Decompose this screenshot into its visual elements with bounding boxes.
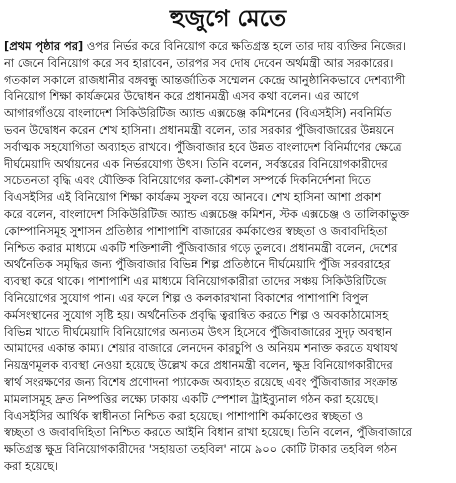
body-line: বিএসইসির আর্থিক স্বাধীনতা নিশ্চিত করা হয়েছে। পাশাপাশি কর্মকাণ্ডের স্বচ্ছতা ও [4, 408, 364, 423]
body-line: স্বার্থ সংরক্ষণের জন্য বিশেষ প্রণোদনা প্যাকেজ অব্যাহত রয়েছে এবং পুঁজিবাজার সংক্রান্ত [4, 374, 398, 389]
body-line: বিনিয়োগের সুযোগ পান। এর ফলে শিল্প ও কলকারখানা বিকাশের পাশাপাশি বিপুল [4, 290, 369, 305]
article-body [4, 38, 452, 475]
body-line: সচেতনতা বৃদ্ধি এবং যৌক্তিক বিনিয়োগের কলা-কৌশল সম্পর্কে দিকনির্দেশনা দিতে [4, 173, 371, 188]
body-line: ভবন উদ্বোধন করেন শেখ হাসিনা। প্রধানমন্ত্রী বলেন, তার সরকার পুঁজিবাজারের উন্নয়নে [4, 122, 394, 137]
body-line: করা হয়েছে। [4, 458, 58, 473]
body-line: কোম্পানিসমূহ সুশাসন প্রতিষ্ঠার পাশাপাশি বাজারের কর্মকাণ্ডের স্বচ্ছতা ও জবাবদিহিতা [4, 223, 388, 238]
body-line: নিশ্চিত করার মাধ্যমে একটি শক্তিশালী পুঁজিবাজার গড়ে তুলবে। প্রধানমন্ত্রী বলেন, দেশের [4, 240, 398, 255]
body-line: আগারগাঁওয়ে বাংলাদেশ সিকিউরিটিজ অ্যান্ড এক্সচেঞ্জ কমিশনের (বিএসইসি) নবনির্মিত [4, 106, 392, 121]
continued-from-label: [প্রথম পৃষ্ঠার পর] [4, 39, 84, 53]
body-line-text: ওপর নির্ভর করে বিনিয়োগ করে ক্ষতিগ্রস্ত হলে তার দায় ব্যক্তির নিজের। [83, 39, 406, 53]
body-line: করে বলেন, বাংলাদেশ সিকিউরিটিজ অ্যান্ড এক্সচেঞ্জ কমিশন, স্টক এক্সচেঞ্জ ও তালিকাভুক্ত [4, 206, 409, 221]
body-line: ক্ষতিগ্রস্ত ক্ষুদ্র বিনিয়োগকারীদের 'সহায়তা তহবিল' নামে ৯০০ কোটি টাকার তহবিল গঠন [4, 442, 397, 457]
body-line: বিনিয়োগ শিক্ষা কার্যক্রমের উদ্বোধন করে প্রধানমন্ত্রী এসব কথা বলেন। এর আগে [4, 89, 359, 104]
body-line: দীর্ঘমেয়াদি অর্থায়নের এক নির্ভরযোগ্য উৎস। তিনি বলেন, সর্বস্তরের বিনিয়োগকারীদের [4, 156, 388, 171]
body-line: গতকাল সকালে রাজধানীর বঙ্গবন্ধু আন্তর্জাতিক সম্মেলন কেন্দ্রে আনুষ্ঠানিকভাবে দেশব্যাপী [4, 72, 406, 87]
body-line [4, 38, 452, 55]
body-line: সর্বাত্মক সহযোগিতা অব্যাহত রাখবে। পুঁজিবাজার হবে উন্নত বাংলাদেশ বিনির্মাণের ক্ষেত্রে [4, 139, 402, 154]
body-line: কর্মসংস্থানের সুযোগ সৃষ্টি হয়। অর্থনৈতিক প্রবৃদ্ধি ত্বরান্বিত করতে শিল্প ও অবকাঠামোসহ [4, 307, 389, 322]
body-line: ব্যবস্থা করে থাকে। পাশাপাশি এর মাধ্যমে বিনিয়োগকারীরা তাদের সঞ্চয় সিকিউরিটিজে [4, 274, 387, 289]
body-line: বিএসইসির এই বিনিয়োগ শিক্ষা কার্যক্রম সুফল বয়ে আনবে। শেখ হাসিনা আশা প্রকাশ [4, 190, 381, 205]
body-line: না জেনে বিনিয়োগ করে সব হারাবেন, তারপর সব দোষ দেবেন অর্থমন্ত্রী আর সরকারের। [4, 55, 394, 70]
headline: হুজুগে মেতে [169, 5, 287, 32]
body-line: অর্থনৈতিক সমৃদ্ধির জন্য পুঁজিবাজার বিভিন্ন শিল্প প্রতিষ্ঠানে দীর্ঘমেয়াদি পুঁজি সরবরাহের [4, 257, 391, 272]
body-line: স্বচ্ছতা ও জবাবদিহিতা নিশ্চিত করতে আইনি বিধান রাখা হয়েছে। তিনি বলেন, পুঁজিবাজারে [4, 425, 412, 440]
body-line: বিভিন্ন খাতে দীর্ঘমেয়াদি বিনিয়োগের অন্যতম উৎস হিসেবে পুঁজিবাজারের সুদৃঢ় অবস্থান [4, 324, 392, 339]
body-line: মামলাসমূহ দ্রুত নিষ্পত্তির লক্ষ্যে ঢাকায় একটি স্পেশাল ট্রাইব্যুনাল গঠন করা হয়েছে। [4, 391, 379, 406]
body-line: আমাদের একান্ত কাম্য। শেয়ার বাজারে লেনদেন কারচুপি ও অনিয়ম শনাক্ত করতে যথাযথ [4, 341, 398, 356]
body-line: নিয়ন্ত্রণমূলক ব্যবস্থা নেওয়া হয়েছে উল্লেখ করে প্রধানমন্ত্রী বলেন, ক্ষুদ্র বিনিয়োগকারীদের [4, 358, 393, 373]
